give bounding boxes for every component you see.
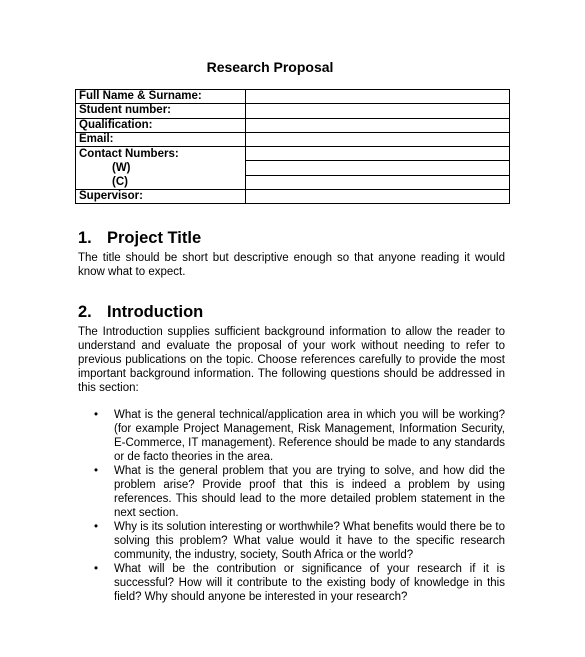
bullet-icon: • — [94, 465, 99, 477]
full-name-field[interactable] — [246, 90, 510, 104]
supervisor-field[interactable] — [246, 190, 510, 204]
list-item-text: What is the general technical/application area in which you will be working? (for example Project Management, Risk Management, Information Security, E-Commerce, IT management). Reference should be made to any standards or de facto theories in the area. — [114, 409, 505, 463]
list-item — [92, 464, 505, 520]
project-title-paragraph: The title should be short but descriptive enough so that anyone reading it would know what to expect. — [78, 252, 505, 278]
work-number-label: (W) — [76, 161, 246, 175]
list-item-text: What is the general problem that you are trying to solve, and how did the problem arise? Provide proof that this is indeed a problem by using references. This should lead to the more detailed problem statement in the next section. — [114, 465, 505, 519]
table-row — [76, 175, 510, 189]
cell-number-field[interactable] — [246, 175, 510, 189]
student-info-table — [75, 89, 510, 204]
list-item — [92, 520, 505, 562]
bullet-icon: • — [94, 521, 99, 533]
contact-numbers-label: Contact Numbers: — [76, 147, 246, 161]
list-item — [92, 562, 505, 604]
cell-number-label: (C) — [76, 175, 246, 189]
contact-numbers-field[interactable] — [246, 147, 510, 161]
supervisor-label: Supervisor: — [76, 190, 246, 204]
table-row — [76, 104, 510, 118]
email-field[interactable] — [246, 132, 510, 146]
section-title: Project Title — [107, 229, 202, 247]
student-number-label: Student number: — [76, 104, 246, 118]
section-number: 2. — [78, 303, 92, 321]
document-title: Research Proposal — [206, 59, 334, 75]
qualification-field[interactable] — [246, 118, 510, 132]
introduction-paragraph: The Introduction supplies sufficient background information to allow the reader to understand and evaluate the proposal of your work without needing to refer to previous publications on the topic. Choose references carefully to provide the most important background information. The following questions should be addressed in this section: — [78, 326, 505, 394]
table-row — [76, 90, 510, 104]
section-heading-introduction — [78, 303, 203, 322]
student-number-field[interactable] — [246, 104, 510, 118]
list-item-text: What will be the contribution or significance of your research if it is successful? How will it contribute to the existing body of knowledge in this field? Why should anyone be interested in your research? — [114, 563, 505, 603]
section-heading-project-title — [78, 229, 201, 248]
bullet-icon: • — [94, 563, 99, 575]
table-row — [76, 190, 510, 204]
list-item-text: Why is its solution interesting or worthwhile? What benefits would there be to solving this problem? What value would it have to the specific research community, the industry, society, South Africa or the world? — [114, 521, 505, 561]
full-name-label: Full Name & Surname: — [76, 90, 246, 104]
table-row — [76, 118, 510, 132]
table-row — [76, 161, 510, 175]
qualification-label: Qualification: — [76, 118, 246, 132]
section-title: Introduction — [107, 303, 204, 321]
table-row — [76, 132, 510, 146]
introduction-questions-list — [92, 408, 505, 604]
table-row — [76, 147, 510, 161]
work-number-field[interactable] — [246, 161, 510, 175]
list-item — [92, 408, 505, 464]
bullet-icon: • — [94, 409, 99, 421]
email-label: Email: — [76, 132, 246, 146]
section-number: 1. — [78, 229, 92, 247]
